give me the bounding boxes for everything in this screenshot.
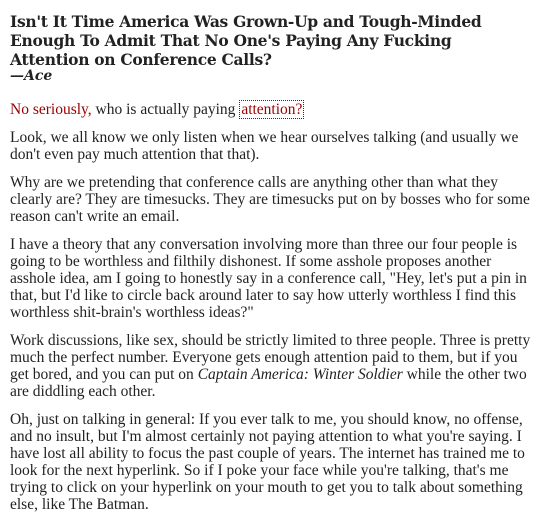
paragraph-1: Look, we all know we only listen when we hear ourselves talking (and usually we don't even pay much attention that that). (10, 129, 519, 163)
paragraph-3: I have a theory that any conversation involving more than three our four people is going to be worthless and filthily dishonest. If some asshole proposes another asshole idea, am I going to honestly say in a conference call, "Hey, let's put a pin in that, but I'd like to circle back around later to say how utterly worthless I find this worthless shit-brain's worthless ideas?" (10, 236, 527, 321)
paragraph-4-before: Work discussions, like sex, should be strictly limited to three people. Three is pretty much the perfect number. Everyone gets enough attention paid to them, but if you get bored, and you can put on (10, 332, 531, 383)
paragraph-4-after: while the other two are diddling each other. (10, 366, 527, 400)
movie-title: Captain America: Winter Soldier (197, 366, 403, 383)
intro-paragraph (10, 101, 531, 118)
attention-link[interactable]: attention? (241, 101, 303, 118)
paragraph-4 (10, 332, 531, 400)
article-byline: —Ace (10, 68, 53, 84)
paragraph-2: Why are we pretending that conference calls are anything other than what they clearly are? They are timesucks. They are timesucks put on by bosses who for some reason can't write an email. (10, 174, 530, 225)
intro-lead: No seriously, (10, 101, 92, 118)
paragraph-5: Oh, just on talking in general: If you ever talk to me, you should know, no offense, and no insult, but I'm almost certainly not paying attention to what you're saying. I have lost all ability to focus the past couple of years. The internet has trained me to look for the next hyperlink. So if I poke your face while you're talking, that's me trying to click on your hyperlink on your mouth to get you to talk about something else, like The Batman. (10, 411, 525, 513)
intro-middle: who is actually paying (91, 101, 240, 118)
article-title: Isn't It Time America Was Grown-Up and Tough-Minded Enough To Admit That No One's Paying Any Fucking Attention on Conference Calls? (10, 12, 482, 69)
